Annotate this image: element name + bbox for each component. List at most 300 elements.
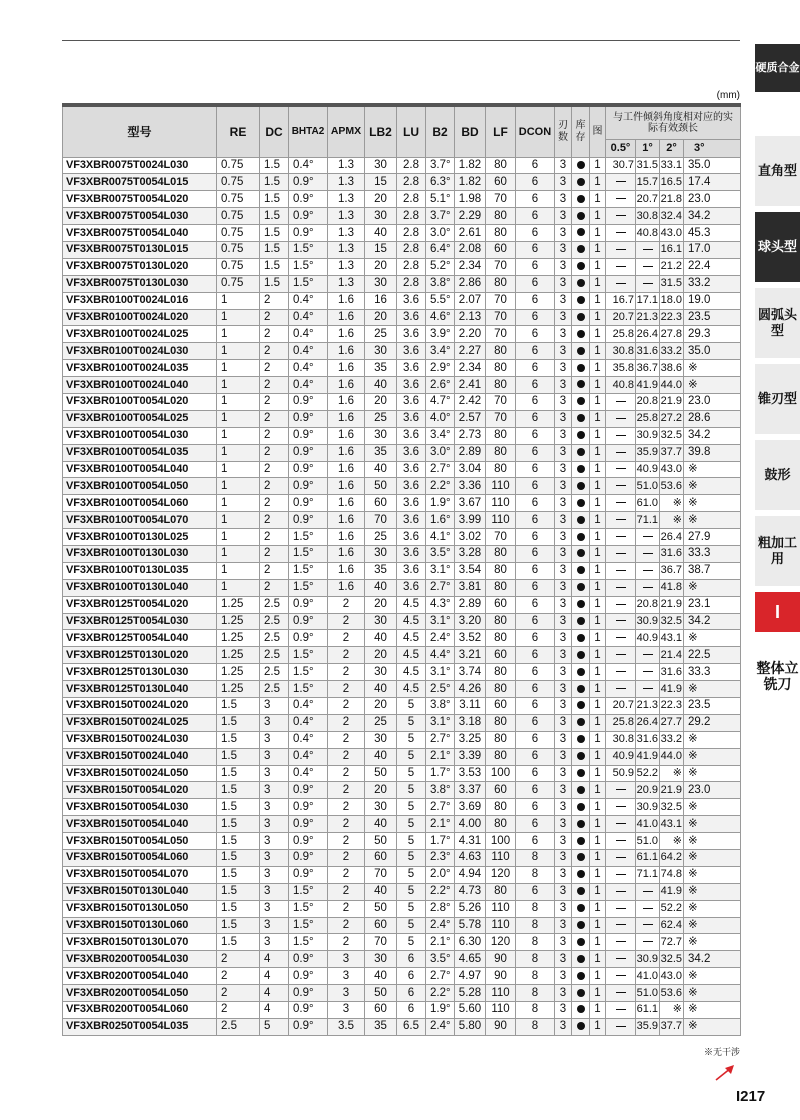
effective-length-cell: 62.4 xyxy=(660,917,684,934)
dc-cell: 2 xyxy=(260,292,289,309)
sidebar-section-endmill: 整体立铣刀 xyxy=(756,660,799,692)
stock-cell xyxy=(572,529,590,546)
flutes-cell: 3 xyxy=(555,241,572,258)
model-cell: VF3XBR0100T0024L025 xyxy=(63,326,217,343)
re-cell: 2 xyxy=(217,1002,260,1019)
lb2-cell: 40 xyxy=(365,748,397,765)
lb2-cell: 50 xyxy=(365,478,397,495)
header-lb2: LB2 xyxy=(365,105,397,157)
lu-cell: 3.6 xyxy=(397,427,426,444)
lf-cell: 90 xyxy=(486,1018,516,1035)
dc-cell: 2 xyxy=(260,478,289,495)
dc-cell: 2 xyxy=(260,444,289,461)
b2-cell: 3.8° xyxy=(426,275,455,292)
stock-cell xyxy=(572,1002,590,1019)
bhta2-cell: 0.4° xyxy=(289,731,328,748)
effective-length-cell: 45.3 xyxy=(684,225,741,242)
dash-icon xyxy=(616,468,626,469)
lb2-cell: 60 xyxy=(365,1002,397,1019)
no-value-dash xyxy=(606,850,636,867)
effective-length-cell: 34.2 xyxy=(684,951,741,968)
in-stock-icon xyxy=(577,212,585,220)
table-row xyxy=(63,664,741,681)
apmx-cell: 1.6 xyxy=(328,393,365,410)
flutes-cell: 3 xyxy=(555,191,572,208)
flutes-cell: 3 xyxy=(555,478,572,495)
flutes-cell: 3 xyxy=(555,917,572,934)
dcon-cell: 8 xyxy=(516,917,555,934)
stock-cell xyxy=(572,174,590,191)
dc-cell: 2 xyxy=(260,512,289,529)
no-value-dash xyxy=(636,579,660,596)
no-value-dash xyxy=(636,545,660,562)
figure-cell: 1 xyxy=(590,951,606,968)
table-row xyxy=(63,393,741,410)
effective-length-cell: ※ xyxy=(684,681,741,698)
no-value-dash xyxy=(606,951,636,968)
in-stock-icon xyxy=(577,195,585,203)
effective-length-cell: 40.9 xyxy=(636,630,660,647)
lu-cell: 4.5 xyxy=(397,647,426,664)
lb2-cell: 60 xyxy=(365,917,397,934)
figure-cell: 1 xyxy=(590,275,606,292)
lb2-cell: 25 xyxy=(365,326,397,343)
figure-cell: 1 xyxy=(590,782,606,799)
effective-length-cell: 41.9 xyxy=(636,748,660,765)
effective-length-cell: ※ xyxy=(684,917,741,934)
in-stock-icon xyxy=(577,583,585,591)
b2-cell: 1.7° xyxy=(426,833,455,850)
dc-cell: 3 xyxy=(260,698,289,715)
in-stock-icon xyxy=(577,549,585,557)
apmx-cell: 2 xyxy=(328,748,365,765)
lf-cell: 80 xyxy=(486,225,516,242)
bd-cell: 2.20 xyxy=(455,326,486,343)
lu-cell: 4.5 xyxy=(397,681,426,698)
effective-length-cell: ※ xyxy=(684,579,741,596)
in-stock-icon xyxy=(577,499,585,507)
dash-icon xyxy=(643,654,653,655)
lu-cell: 4.5 xyxy=(397,596,426,613)
footnote: ※无干涉 xyxy=(703,1047,740,1057)
dcon-cell: 6 xyxy=(516,157,555,174)
no-value-dash xyxy=(636,241,660,258)
no-value-dash xyxy=(606,799,636,816)
b2-cell: 2.7° xyxy=(426,461,455,478)
table-row xyxy=(63,1002,741,1019)
lf-cell: 80 xyxy=(486,545,516,562)
effective-length-cell: ※ xyxy=(684,495,741,512)
bd-cell: 3.36 xyxy=(455,478,486,495)
lf-cell: 90 xyxy=(486,951,516,968)
dcon-cell: 6 xyxy=(516,275,555,292)
stock-cell xyxy=(572,900,590,917)
stock-cell xyxy=(572,343,590,360)
effective-length-cell: 21.2 xyxy=(660,258,684,275)
figure-cell: 1 xyxy=(590,427,606,444)
stock-cell xyxy=(572,225,590,242)
bd-cell: 2.89 xyxy=(455,444,486,461)
dc-cell: 3 xyxy=(260,900,289,917)
bd-cell: 3.18 xyxy=(455,714,486,731)
bhta2-cell: 0.9° xyxy=(289,478,328,495)
no-value-dash xyxy=(606,512,636,529)
lf-cell: 80 xyxy=(486,714,516,731)
bd-cell: 5.78 xyxy=(455,917,486,934)
apmx-cell: 2 xyxy=(328,850,365,867)
dash-icon xyxy=(616,671,626,672)
flutes-cell: 3 xyxy=(555,208,572,225)
effective-length-cell: 21.9 xyxy=(660,393,684,410)
table-row xyxy=(63,562,741,579)
re-cell: 1.5 xyxy=(217,816,260,833)
in-stock-icon xyxy=(577,887,585,895)
figure-cell: 1 xyxy=(590,731,606,748)
no-value-dash xyxy=(606,1018,636,1035)
apmx-cell: 3 xyxy=(328,985,365,1002)
no-value-dash xyxy=(636,275,660,292)
lu-cell: 5 xyxy=(397,799,426,816)
effective-length-cell: 33.3 xyxy=(684,545,741,562)
dc-cell: 3 xyxy=(260,714,289,731)
lb2-cell: 50 xyxy=(365,985,397,1002)
dcon-cell: 6 xyxy=(516,309,555,326)
bhta2-cell: 0.9° xyxy=(289,613,328,630)
dash-icon xyxy=(616,992,626,993)
dc-cell: 3 xyxy=(260,765,289,782)
model-cell: VF3XBR0100T0054L050 xyxy=(63,478,217,495)
table-row xyxy=(63,427,741,444)
effective-length-cell: 31.6 xyxy=(636,731,660,748)
b2-cell: 3.9° xyxy=(426,326,455,343)
dash-icon xyxy=(643,908,653,909)
header-b2: B2 xyxy=(426,105,455,157)
dcon-cell: 6 xyxy=(516,512,555,529)
dc-cell: 2 xyxy=(260,360,289,377)
lf-cell: 80 xyxy=(486,562,516,579)
dash-icon xyxy=(616,215,626,216)
bd-cell: 3.54 xyxy=(455,562,486,579)
re-cell: 1.5 xyxy=(217,866,260,883)
apmx-cell: 1.3 xyxy=(328,225,365,242)
re-cell: 1 xyxy=(217,343,260,360)
lb2-cell: 30 xyxy=(365,951,397,968)
effective-length-cell: 71.1 xyxy=(636,866,660,883)
model-cell: VF3XBR0150T0054L070 xyxy=(63,866,217,883)
flutes-cell: 3 xyxy=(555,1002,572,1019)
model-cell: VF3XBR0150T0054L040 xyxy=(63,816,217,833)
dcon-cell: 6 xyxy=(516,444,555,461)
lf-cell: 70 xyxy=(486,393,516,410)
effective-length-cell: 22.5 xyxy=(684,647,741,664)
bd-cell: 2.08 xyxy=(455,241,486,258)
apmx-cell: 2 xyxy=(328,647,365,664)
dash-icon xyxy=(616,874,626,875)
effective-length-cell: 41.8 xyxy=(660,579,684,596)
dcon-cell: 6 xyxy=(516,596,555,613)
dcon-cell: 6 xyxy=(516,681,555,698)
lu-cell: 2.8 xyxy=(397,157,426,174)
figure-cell: 1 xyxy=(590,833,606,850)
bhta2-cell: 0.4° xyxy=(289,698,328,715)
lu-cell: 2.8 xyxy=(397,241,426,258)
apmx-cell: 3 xyxy=(328,951,365,968)
no-value-dash xyxy=(636,562,660,579)
figure-cell: 1 xyxy=(590,630,606,647)
lf-cell: 100 xyxy=(486,833,516,850)
dc-cell: 1.5 xyxy=(260,191,289,208)
stock-cell xyxy=(572,833,590,850)
table-row xyxy=(63,765,741,782)
re-cell: 1 xyxy=(217,512,260,529)
b2-cell: 1.7° xyxy=(426,765,455,782)
no-value-dash xyxy=(636,647,660,664)
dcon-cell: 6 xyxy=(516,461,555,478)
lu-cell: 4.5 xyxy=(397,630,426,647)
b2-cell: 4.3° xyxy=(426,596,455,613)
table-row xyxy=(63,377,741,394)
flutes-cell: 3 xyxy=(555,833,572,850)
effective-length-cell: 52.2 xyxy=(636,765,660,782)
figure-cell: 1 xyxy=(590,461,606,478)
in-stock-icon xyxy=(577,938,585,946)
in-stock-icon xyxy=(577,786,585,794)
stock-cell xyxy=(572,951,590,968)
dash-icon xyxy=(616,688,626,689)
dcon-cell: 6 xyxy=(516,191,555,208)
bd-cell: 2.57 xyxy=(455,410,486,427)
flutes-cell: 3 xyxy=(555,258,572,275)
apmx-cell: 2 xyxy=(328,613,365,630)
dcon-cell: 6 xyxy=(516,393,555,410)
re-cell: 0.75 xyxy=(217,174,260,191)
lf-cell: 70 xyxy=(486,529,516,546)
stock-cell xyxy=(572,866,590,883)
dc-cell: 2 xyxy=(260,393,289,410)
model-cell: VF3XBR0150T0024L030 xyxy=(63,731,217,748)
lu-cell: 5 xyxy=(397,866,426,883)
re-cell: 1.5 xyxy=(217,799,260,816)
effective-length-cell: ※ xyxy=(684,731,741,748)
stock-cell xyxy=(572,782,590,799)
effective-length-cell: 28.6 xyxy=(684,410,741,427)
figure-cell: 1 xyxy=(590,681,606,698)
re-cell: 2.5 xyxy=(217,1018,260,1035)
header-angle-05: 0.5° xyxy=(606,139,636,157)
lf-cell: 110 xyxy=(486,917,516,934)
flutes-cell: 3 xyxy=(555,545,572,562)
effective-length-cell: 43.0 xyxy=(660,225,684,242)
lb2-cell: 30 xyxy=(365,799,397,816)
b2-cell: 2.4° xyxy=(426,1018,455,1035)
lu-cell: 5 xyxy=(397,714,426,731)
figure-cell: 1 xyxy=(590,714,606,731)
in-stock-icon xyxy=(577,820,585,828)
in-stock-icon xyxy=(577,837,585,845)
dcon-cell: 6 xyxy=(516,630,555,647)
stock-cell xyxy=(572,664,590,681)
b2-cell: 3.8° xyxy=(426,698,455,715)
table-row xyxy=(63,529,741,546)
unit-label: (mm) xyxy=(716,90,740,101)
dc-cell: 3 xyxy=(260,799,289,816)
in-stock-icon xyxy=(577,972,585,980)
apmx-cell: 2 xyxy=(328,596,365,613)
dash-icon xyxy=(643,283,653,284)
lu-cell: 5 xyxy=(397,765,426,782)
stock-cell xyxy=(572,985,590,1002)
dash-icon xyxy=(616,553,626,554)
effective-length-cell: 17.0 xyxy=(684,241,741,258)
bhta2-cell: 0.9° xyxy=(289,866,328,883)
lf-cell: 80 xyxy=(486,613,516,630)
flutes-cell: 3 xyxy=(555,799,572,816)
re-cell: 1 xyxy=(217,360,260,377)
figure-cell: 1 xyxy=(590,377,606,394)
apmx-cell: 1.6 xyxy=(328,410,365,427)
b2-cell: 3.4° xyxy=(426,343,455,360)
flutes-cell: 3 xyxy=(555,630,572,647)
model-cell: VF3XBR0100T0054L035 xyxy=(63,444,217,461)
lf-cell: 80 xyxy=(486,275,516,292)
dc-cell: 1.5 xyxy=(260,174,289,191)
lu-cell: 5 xyxy=(397,748,426,765)
effective-length-cell: 20.9 xyxy=(636,782,660,799)
b2-cell: 4.7° xyxy=(426,393,455,410)
stock-cell xyxy=(572,208,590,225)
dash-icon xyxy=(643,688,653,689)
dcon-cell: 6 xyxy=(516,377,555,394)
in-stock-icon xyxy=(577,347,585,355)
effective-length-cell: 22.3 xyxy=(660,698,684,715)
flutes-cell: 3 xyxy=(555,883,572,900)
dash-icon xyxy=(616,266,626,267)
lf-cell: 80 xyxy=(486,731,516,748)
bd-cell: 4.63 xyxy=(455,850,486,867)
dc-cell: 3 xyxy=(260,731,289,748)
model-cell: VF3XBR0100T0130L030 xyxy=(63,545,217,562)
lu-cell: 6 xyxy=(397,951,426,968)
flutes-cell: 3 xyxy=(555,174,572,191)
dcon-cell: 6 xyxy=(516,478,555,495)
flutes-cell: 3 xyxy=(555,731,572,748)
bd-cell: 4.65 xyxy=(455,951,486,968)
header-figure: 图 xyxy=(590,105,606,157)
lu-cell: 5 xyxy=(397,698,426,715)
dash-icon xyxy=(616,941,626,942)
lf-cell: 80 xyxy=(486,377,516,394)
lb2-cell: 35 xyxy=(365,1018,397,1035)
b2-cell: 2.8° xyxy=(426,900,455,917)
apmx-cell: 2 xyxy=(328,833,365,850)
lu-cell: 2.8 xyxy=(397,275,426,292)
lb2-cell: 25 xyxy=(365,529,397,546)
stock-cell xyxy=(572,579,590,596)
lf-cell: 90 xyxy=(486,968,516,985)
lf-cell: 110 xyxy=(486,850,516,867)
lb2-cell: 50 xyxy=(365,833,397,850)
dc-cell: 1.5 xyxy=(260,225,289,242)
in-stock-icon xyxy=(577,718,585,726)
re-cell: 1.5 xyxy=(217,883,260,900)
dcon-cell: 8 xyxy=(516,900,555,917)
dc-cell: 1.5 xyxy=(260,258,289,275)
re-cell: 1.5 xyxy=(217,731,260,748)
lf-cell: 70 xyxy=(486,258,516,275)
bhta2-cell: 0.9° xyxy=(289,951,328,968)
re-cell: 1.25 xyxy=(217,681,260,698)
bd-cell: 4.97 xyxy=(455,968,486,985)
re-cell: 1 xyxy=(217,562,260,579)
effective-length-cell: 35.0 xyxy=(684,343,741,360)
effective-length-cell: 30.8 xyxy=(606,731,636,748)
in-stock-icon xyxy=(577,431,585,439)
bd-cell: 5.28 xyxy=(455,985,486,1002)
bhta2-cell: 1.5° xyxy=(289,900,328,917)
figure-cell: 1 xyxy=(590,478,606,495)
lb2-cell: 30 xyxy=(365,613,397,630)
dcon-cell: 6 xyxy=(516,292,555,309)
effective-length-cell: 20.7 xyxy=(606,698,636,715)
lf-cell: 110 xyxy=(486,900,516,917)
stock-cell xyxy=(572,596,590,613)
bd-cell: 5.80 xyxy=(455,1018,486,1035)
re-cell: 1.5 xyxy=(217,782,260,799)
table-row xyxy=(63,343,741,360)
model-cell: VF3XBR0125T0130L030 xyxy=(63,664,217,681)
in-stock-icon xyxy=(577,634,585,642)
apmx-cell: 3.5 xyxy=(328,1018,365,1035)
sidebar-tab-barrel: 鼓形 xyxy=(755,440,800,510)
lb2-cell: 30 xyxy=(365,275,397,292)
no-value-dash xyxy=(606,427,636,444)
stock-cell xyxy=(572,512,590,529)
model-cell: VF3XBR0150T0024L050 xyxy=(63,765,217,782)
effective-length-cell: 50.9 xyxy=(606,765,636,782)
sidebar-tab-square: 直角型 xyxy=(755,136,800,206)
bhta2-cell: 1.5° xyxy=(289,562,328,579)
b2-cell: 3.1° xyxy=(426,562,455,579)
lu-cell: 2.8 xyxy=(397,191,426,208)
figure-cell: 1 xyxy=(590,816,606,833)
table-row xyxy=(63,917,741,934)
bd-cell: 1.82 xyxy=(455,157,486,174)
b2-cell: 3.7° xyxy=(426,208,455,225)
effective-length-cell: 25.8 xyxy=(636,410,660,427)
table-row xyxy=(63,208,741,225)
no-value-dash xyxy=(606,225,636,242)
lb2-cell: 30 xyxy=(365,664,397,681)
figure-cell: 1 xyxy=(590,343,606,360)
bhta2-cell: 0.4° xyxy=(289,343,328,360)
lf-cell: 80 xyxy=(486,427,516,444)
stock-cell xyxy=(572,377,590,394)
lu-cell: 5 xyxy=(397,731,426,748)
re-cell: 1 xyxy=(217,410,260,427)
effective-length-cell: 25.8 xyxy=(606,714,636,731)
lb2-cell: 40 xyxy=(365,630,397,647)
re-cell: 1 xyxy=(217,444,260,461)
lb2-cell: 35 xyxy=(365,360,397,377)
apmx-cell: 2 xyxy=(328,731,365,748)
dcon-cell: 6 xyxy=(516,664,555,681)
effective-length-cell: 19.0 xyxy=(684,292,741,309)
table-row xyxy=(63,985,741,1002)
table-row xyxy=(63,850,741,867)
lb2-cell: 20 xyxy=(365,782,397,799)
apmx-cell: 1.6 xyxy=(328,326,365,343)
no-value-dash xyxy=(636,529,660,546)
